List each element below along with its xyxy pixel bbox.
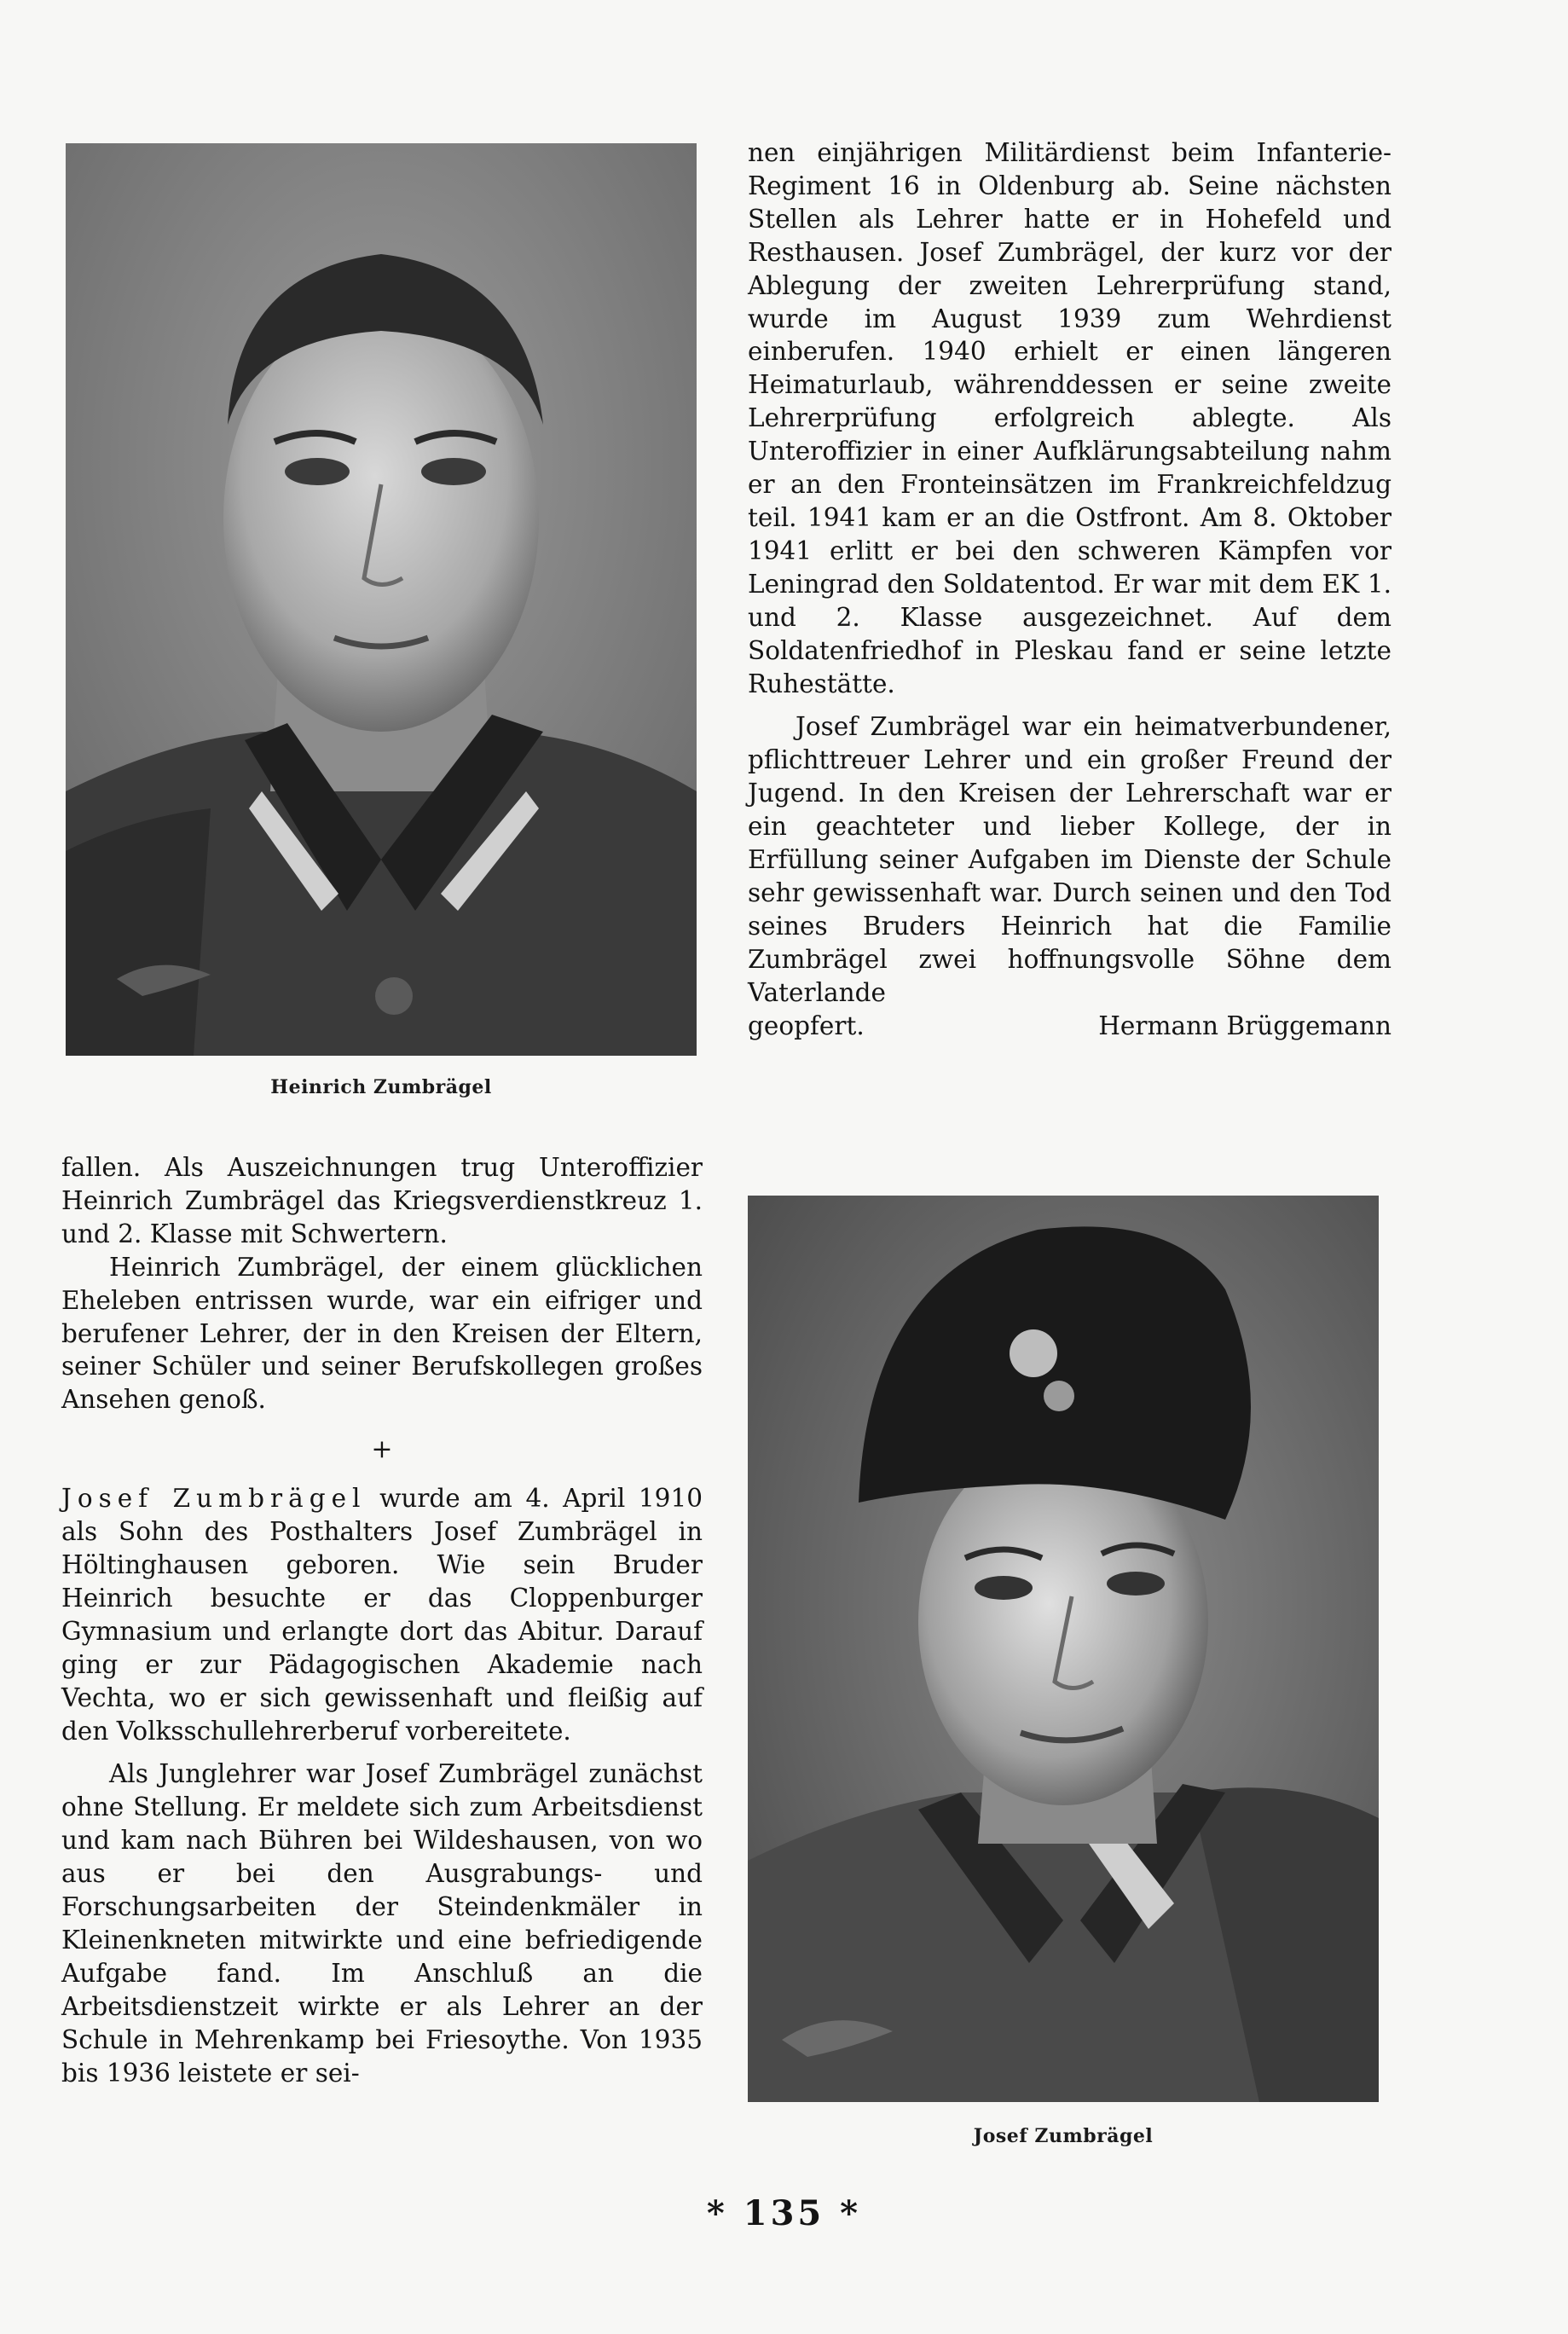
- caption-heinrich: Heinrich Zumbrägel: [270, 1076, 492, 1098]
- author-signature: Hermann Brüggemann: [1098, 1011, 1392, 1040]
- paragraph: fallen. Als Auszeichnungen trug Unteroffizier Heinrich Zumbrägel das Kriegsverdienstkreuz 1. und 2. Klasse mit Schwertern.: [61, 1153, 703, 1248]
- section-separator: +: [371, 1434, 393, 1465]
- portrait-image: [748, 1196, 1379, 2102]
- paragraph: [748, 710, 1392, 1009]
- photo-josef-zumbraegel: [748, 1196, 1379, 2102]
- spaced-name: Josef Zumbrägel: [61, 1484, 367, 1514]
- paragraph-text: wurde am 4. April 1910 als Sohn des Posthalters Josef Zumbrägel in Höltinghausen geboren. Wie sein Bruder Heinrich besuchte er das Cloppenburger Gymnasium und erlangte dort das Abitur. Darauf ging er zur Pädagogischen Akademie nach Vechta, wo er sich gewissenhaft und fleißig auf den Volksschullehrerberuf vorbereitete.: [61, 1484, 703, 1746]
- paragraph: Als Junglehrer war Josef Zumbrägel zunächst ohne Stellung. Er meldete sich zum Arbeitsdienst und kam nach Bühren bei Wildeshausen, von wo aus er bei den Ausgrabungs- und Forschungsarbeiten der Steindenkmäler in Kleinenkneten mitwirkte und eine befriedigende Aufgabe fand. Im Anschluß an die Arbeitsdienstzeit wirkte er als Lehrer an der Schule in Mehrenkamp bei Friesoythe. Von 1935 bis 1936 leistete er sei-: [61, 1759, 703, 2088]
- portrait-image: [66, 143, 697, 1056]
- page-number: * 135 *: [706, 2193, 862, 2233]
- caption-josef: Josef Zumbrägel: [973, 2125, 1154, 2147]
- left-text-column: [61, 1151, 703, 2089]
- paragraph: [61, 1482, 703, 1747]
- paragraph-end: geopfert.: [748, 1011, 865, 1040]
- paragraph: nen einjährigen Militärdienst beim Infanterie-Regiment 16 in Oldenburg ab. Seine nächsten Stellen als Lehrer hatte er in Hohefeld und Resthausen. Josef Zumbrägel, der kurz vor der Ablegung der zweiten Lehrerprüfung stand, wurde im August 1939 zum Wehrdienst einberufen. 1940 erhielt er einen längeren Heimaturlaub, währenddessen er seine zweite Lehrerprüfung erfolgreich ablegte. Als Unteroffizier in einer Aufklärungsabteilung nahm er an den Fronteinsätzen im Frankreichfeldzug teil. 1941 kam er an die Ostfront. Am 8. Oktober 1941 erlitt er bei den schweren Kämpfen vor Leningrad den Soldatentod. Er war mit dem EK 1. und 2. Klasse ausgezeichnet. Auf dem Soldatenfriedhof in Pleskau fand er seine letzte Ruhestätte.: [748, 138, 1392, 698]
- right-text-column: [748, 136, 1392, 1042]
- signature-line: [748, 1010, 1392, 1043]
- paragraph: Heinrich Zumbrägel, der einem glücklichen Eheleben entrissen wurde, war ein eifriger und berufener Lehrer, der in den Kreisen der Eltern, seiner Schüler und seiner Berufskollegen großes Ansehen genoß.: [61, 1252, 703, 1415]
- photo-heinrich-zumbraegel: [66, 143, 697, 1056]
- paragraph-text: Josef Zumbrägel war ein heimatverbundener, pflichttreuer Lehrer und ein großer Freund der Jugend. In den Kreisen der Lehrerschaft war er ein geachteter und lieber Kollege, der in Erfüllung seiner Aufgaben im Dienste der Schule sehr gewissenhaft war. Durch seinen und den Tod seines Bruders Heinrich hat die Familie Zumbrägel zwei hoffnungsvolle Söhne dem Vaterlande: [748, 712, 1392, 1007]
